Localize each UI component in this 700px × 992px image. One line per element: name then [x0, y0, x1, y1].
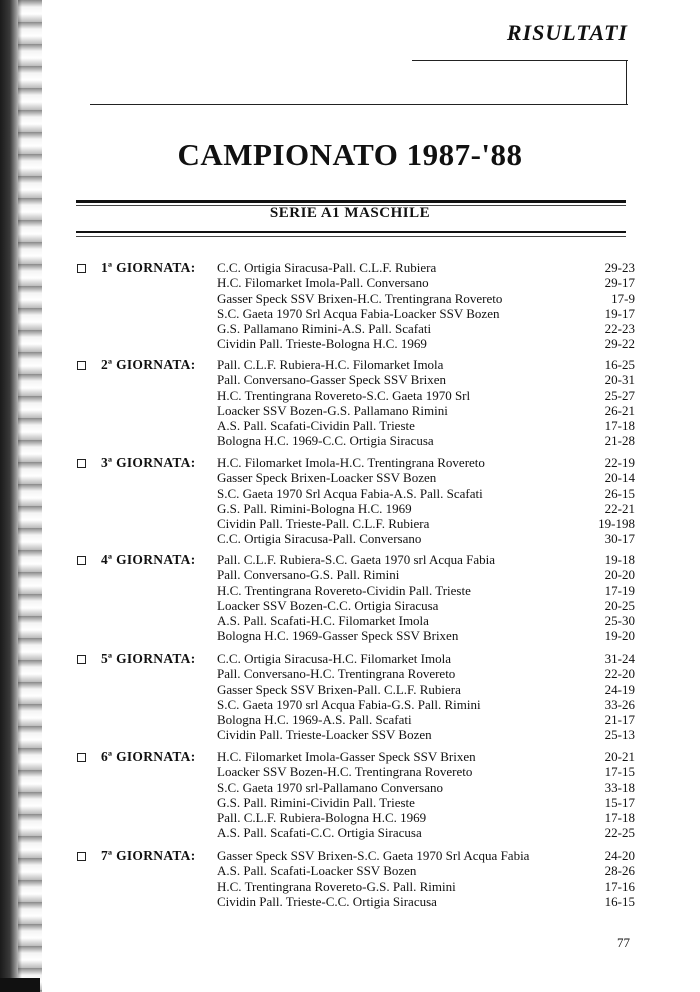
match-teams: A.S. Pall. Scafati-H.C. Filomarket Imola	[217, 613, 429, 629]
match-teams: A.S. Pall. Scafati-Cividin Pall. Trieste	[217, 418, 415, 434]
match-row	[217, 764, 635, 779]
match-score: 17-9	[611, 290, 635, 306]
match-row	[217, 552, 635, 567]
match-teams: Pall. C.L.F. Rubiera-H.C. Filomarket Imola	[217, 357, 444, 372]
checkbox-icon	[77, 264, 86, 273]
match-row	[217, 697, 635, 712]
checkbox-icon	[77, 556, 86, 565]
round-label: 2ª GIORNATA:	[101, 357, 196, 372]
match-teams: Pall. Conversano-H.C. Trentingrana Rovereto	[217, 666, 456, 682]
binding-corner	[0, 978, 40, 992]
match-row	[217, 306, 635, 321]
match-row	[217, 418, 635, 433]
match-teams: H.C. Filomarket Imola-H.C. Trentingrana Rovereto	[217, 455, 485, 470]
match-score: 17-18	[604, 418, 635, 434]
match-score: 29-23	[604, 260, 635, 275]
match-score: 33-18	[604, 779, 635, 795]
match-row	[217, 894, 635, 909]
match-score: 29-22	[604, 336, 635, 352]
match-teams: H.C. Trentingrana Rovereto-Cividin Pall. Trieste	[217, 582, 471, 598]
round-label: 3ª GIORNATA:	[101, 455, 196, 470]
match-teams: Pall. C.L.F. Rubiera-Bologna H.C. 1969	[217, 810, 427, 826]
match-score: 20-14	[604, 470, 635, 486]
match-row	[217, 567, 635, 582]
match-list	[217, 357, 635, 449]
match-list	[217, 552, 635, 644]
match-score: 17-16	[604, 878, 635, 894]
match-row	[217, 583, 635, 598]
match-score: 20-21	[604, 749, 635, 764]
match-row	[217, 470, 635, 485]
match-teams: S.C. Gaeta 1970 srl-Pallamano Conversano	[217, 779, 444, 795]
match-list	[217, 455, 635, 547]
match-score: 26-21	[604, 402, 635, 418]
match-list	[217, 848, 635, 909]
divider	[76, 231, 626, 233]
page-subtitle: SERIE A1 MASCHILE	[269, 205, 431, 221]
match-row	[217, 749, 635, 764]
divider	[76, 200, 626, 203]
match-score: 19-18	[604, 552, 635, 567]
match-row	[217, 682, 635, 697]
match-teams: G.S. Pall. Rimini-Cividin Pall. Trieste	[217, 794, 415, 810]
match-score: 25-30	[604, 613, 635, 629]
match-score: 20-31	[604, 372, 635, 388]
match-row	[217, 336, 635, 351]
match-score: 25-27	[604, 387, 635, 403]
match-teams: H.C. Filomarket Imola-Gasser Speck SSV Brixen	[217, 749, 476, 764]
match-list	[217, 651, 635, 743]
match-score: 22-23	[604, 321, 635, 337]
match-teams: C.C. Ortigia Siracusa-H.C. Filomarket Imola	[217, 651, 451, 666]
match-teams: C.C. Ortigia Siracusa-Pall. C.L.F. Rubiera	[217, 260, 437, 275]
header-frame-top	[412, 60, 628, 61]
match-score: 22-21	[604, 500, 635, 516]
match-row	[217, 879, 635, 894]
round-label: 6ª GIORNATA:	[101, 749, 196, 764]
match-score: 17-15	[604, 764, 635, 780]
match-score: 21-17	[604, 712, 635, 728]
match-score: 19-20	[604, 628, 635, 644]
match-teams: Pall. Conversano-G.S. Pall. Rimini	[217, 567, 400, 583]
match-row	[217, 727, 635, 742]
match-row	[217, 501, 635, 516]
match-score: 28-26	[604, 863, 635, 879]
match-row	[217, 666, 635, 681]
match-row	[217, 825, 635, 840]
match-teams: Gasser Speck SSV Brixen-H.C. Trentingrana Rovereto	[217, 290, 503, 306]
match-score: 19-17	[604, 305, 635, 321]
match-teams: Gasser Speck SSV Brixen-Pall. C.L.F. Rubiera	[217, 681, 461, 697]
match-score: 22-25	[604, 825, 635, 841]
match-teams: Cividin Pall. Trieste-Pall. C.L.F. Rubiera	[217, 516, 430, 532]
round-label: 7ª GIORNATA:	[101, 848, 196, 863]
match-score: 24-19	[604, 681, 635, 697]
match-teams: Pall. Conversano-Gasser Speck SSV Brixen	[217, 372, 447, 388]
page-number: 77	[617, 935, 630, 950]
match-score: 24-20	[604, 848, 635, 863]
match-row	[217, 455, 635, 470]
match-teams: A.S. Pall. Scafati-Loacker SSV Bozen	[217, 863, 417, 879]
checkbox-icon	[77, 753, 86, 762]
header-frame-bottom	[90, 104, 628, 105]
match-row	[217, 321, 635, 336]
match-teams: Cividin Pall. Trieste-Bologna H.C. 1969	[217, 336, 427, 352]
checkbox-icon	[77, 655, 86, 664]
checkbox-icon	[77, 361, 86, 370]
match-teams: H.C. Filomarket Imola-Pall. Conversano	[217, 275, 429, 291]
round-label: 1ª GIORNATA:	[101, 260, 196, 275]
section-header: RISULTATI	[506, 20, 628, 45]
match-teams: Gasser Speck SSV Brixen-S.C. Gaeta 1970 Srl Acqua Fabia	[217, 848, 530, 863]
match-teams: A.S. Pall. Scafati-C.C. Ortigia Siracusa	[217, 825, 422, 841]
match-teams: Gasser Speck Brixen-Loacker SSV Bozen	[217, 470, 437, 486]
match-row	[217, 372, 635, 387]
match-row	[217, 433, 635, 448]
match-teams: Pall. C.L.F. Rubiera-S.C. Gaeta 1970 srl Acqua Fabia	[217, 552, 496, 567]
match-row	[217, 810, 635, 825]
match-row	[217, 598, 635, 613]
match-teams: Bologna H.C. 1969-Gasser Speck SSV Brixen	[217, 628, 459, 644]
round-label: 5ª GIORNATA:	[101, 651, 196, 666]
checkbox-icon	[77, 459, 86, 468]
match-row	[217, 712, 635, 727]
match-score: 15-17	[604, 794, 635, 810]
match-score: 17-18	[604, 810, 635, 826]
match-teams: Loacker SSV Bozen-C.C. Ortigia Siracusa	[217, 597, 439, 613]
match-row	[217, 388, 635, 403]
match-list	[217, 260, 635, 352]
match-score: 33-26	[604, 696, 635, 712]
match-score: 20-20	[604, 567, 635, 583]
match-teams: Loacker SSV Bozen-H.C. Trentingrana Rovereto	[217, 764, 473, 780]
match-score: 16-25	[604, 357, 635, 372]
match-score: 19-198	[598, 516, 635, 532]
match-teams: C.C. Ortigia Siracusa-Pall. Conversano	[217, 531, 422, 547]
page-title: CAMPIONATO 1987-'88	[177, 137, 523, 172]
match-score: 30-17	[604, 531, 635, 547]
match-teams: S.C. Gaeta 1970 Srl Acqua Fabia-A.S. Pall. Scafati	[217, 485, 483, 501]
match-row	[217, 628, 635, 643]
match-row	[217, 848, 635, 863]
match-row	[217, 357, 635, 372]
match-row	[217, 613, 635, 628]
match-score: 26-15	[604, 485, 635, 501]
match-teams: G.S. Pall. Rimini-Bologna H.C. 1969	[217, 500, 412, 516]
match-score: 17-19	[604, 582, 635, 598]
match-teams: Bologna H.C. 1969-C.C. Ortigia Siracusa	[217, 433, 434, 449]
match-row	[217, 260, 635, 275]
round-label: 4ª GIORNATA:	[101, 552, 196, 567]
match-row	[217, 403, 635, 418]
divider	[76, 236, 626, 237]
header-frame-right	[626, 60, 627, 104]
match-teams: Bologna H.C. 1969-A.S. Pall. Scafati	[217, 712, 412, 728]
match-teams: G.S. Pallamano Rimini-A.S. Pall. Scafati	[217, 321, 432, 337]
match-teams: Loacker SSV Bozen-G.S. Pallamano Rimini	[217, 402, 448, 418]
match-teams: H.C. Trentingrana Rovereto-S.C. Gaeta 1970 Srl	[217, 387, 471, 403]
checkbox-icon	[77, 852, 86, 861]
match-score: 25-13	[604, 727, 635, 743]
match-row	[217, 863, 635, 878]
match-row	[217, 291, 635, 306]
match-row	[217, 780, 635, 795]
match-score: 31-24	[604, 651, 635, 666]
match-list	[217, 749, 635, 841]
match-row	[217, 486, 635, 501]
match-score: 22-20	[604, 666, 635, 682]
match-row	[217, 516, 635, 531]
match-teams: Cividin Pall. Trieste-C.C. Ortigia Siracusa	[217, 893, 437, 909]
match-row	[217, 651, 635, 666]
match-score: 20-25	[604, 597, 635, 613]
match-row	[217, 531, 635, 546]
match-score: 29-17	[604, 275, 635, 291]
match-score: 22-19	[604, 455, 635, 470]
match-teams: S.C. Gaeta 1970 Srl Acqua Fabia-Loacker SSV Bozen	[217, 305, 500, 321]
match-score: 21-28	[604, 433, 635, 449]
match-row	[217, 795, 635, 810]
match-teams: Cividin Pall. Trieste-Loacker SSV Bozen	[217, 727, 432, 743]
match-teams: S.C. Gaeta 1970 srl Acqua Fabia-G.S. Pall. Rimini	[217, 696, 481, 712]
match-teams: H.C. Trentingrana Rovereto-G.S. Pall. Rimini	[217, 878, 456, 894]
match-score: 16-15	[604, 893, 635, 909]
match-row	[217, 275, 635, 290]
